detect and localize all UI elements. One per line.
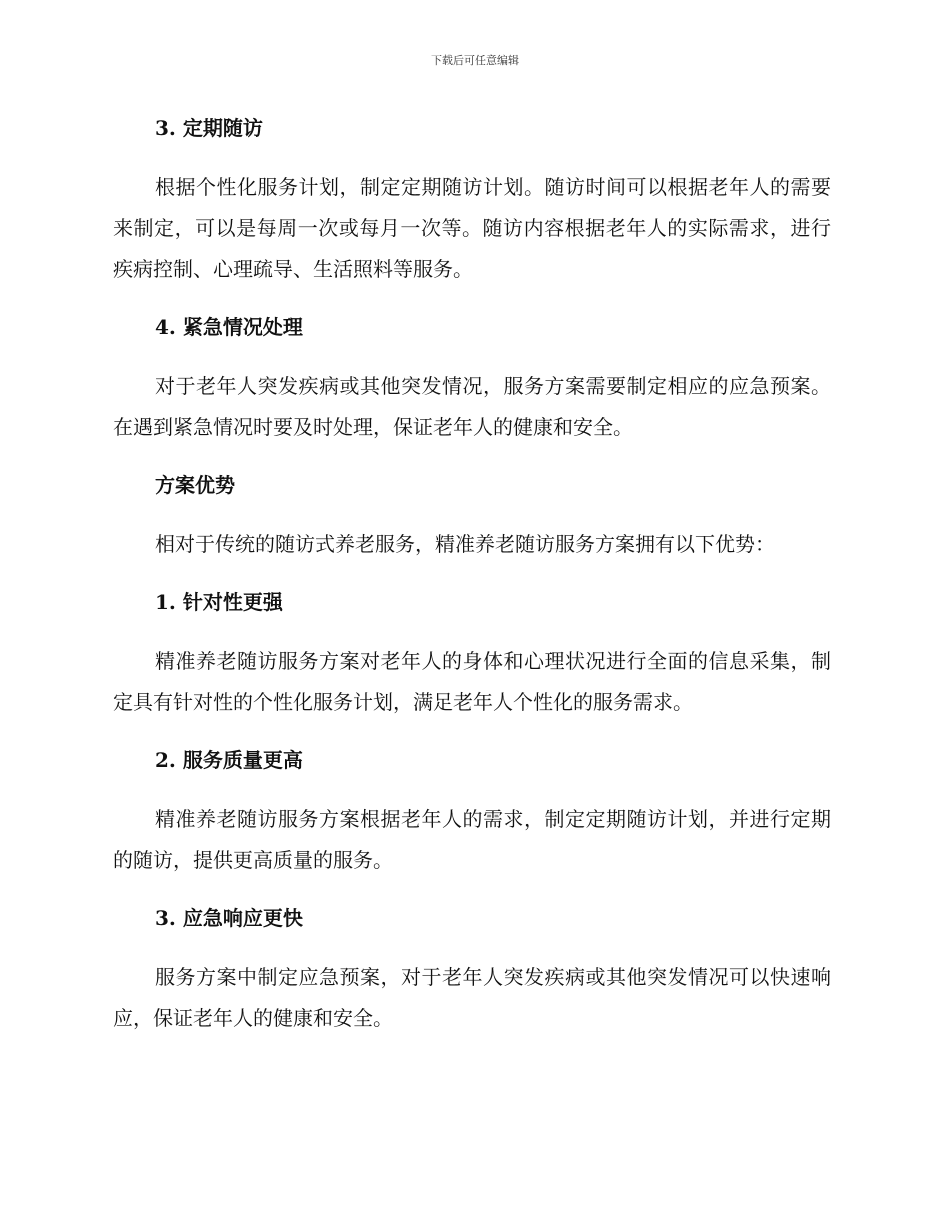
section-paragraph-targeted: 精准养老随访服务方案对老年人的身体和心理状况进行全面的信息采集，制定具有针对性的个性化服务计划，满足老年人个性化的服务需求。 xyxy=(113,649,831,714)
section-paragraph-emergency-handling: 对于老年人突发疾病或其他突发情况，服务方案需要制定相应的应急预案。在遇到紧急情况时要及时处理，保证老年人的健康和安全。 xyxy=(113,374,831,439)
section-heading-emergency-response: 3. 应急响应更快 xyxy=(155,906,303,930)
section-heading-quality: 2. 服务质量更高 xyxy=(155,748,303,772)
section-paragraph-advantages: 相对于传统的随访式养老服务，精准养老随访服务方案拥有以下优势： xyxy=(155,532,775,556)
section-heading-emergency-handling: 4. 紧急情况处理 xyxy=(155,315,303,339)
section-paragraph-emergency-response: 服务方案中制定应急预案，对于老年人突发疾病或其他突发情况可以快速响应，保证老年人的健康和安全。 xyxy=(113,965,831,1030)
document-body xyxy=(113,113,831,1039)
section-heading-targeted: 1. 针对性更强 xyxy=(155,590,283,614)
section-heading-regular-followup: 3. 定期随访 xyxy=(155,116,263,140)
section-paragraph-regular-followup: 根据个性化服务计划，制定定期随访计划。随访时间可以根据老年人的需要来制定，可以是每周一次或每月一次等。随访内容根据老年人的实际需求，进行疾病控制、心理疏导、生活照料等服务。 xyxy=(113,175,831,281)
section-heading-advantages: 方案优势 xyxy=(155,473,235,497)
section-paragraph-quality: 精准养老随访服务方案根据老年人的需求，制定定期随访计划，并进行定期的随访，提供更高质量的服务。 xyxy=(113,807,831,872)
page-header: 下载后可任意编辑 xyxy=(431,54,519,67)
